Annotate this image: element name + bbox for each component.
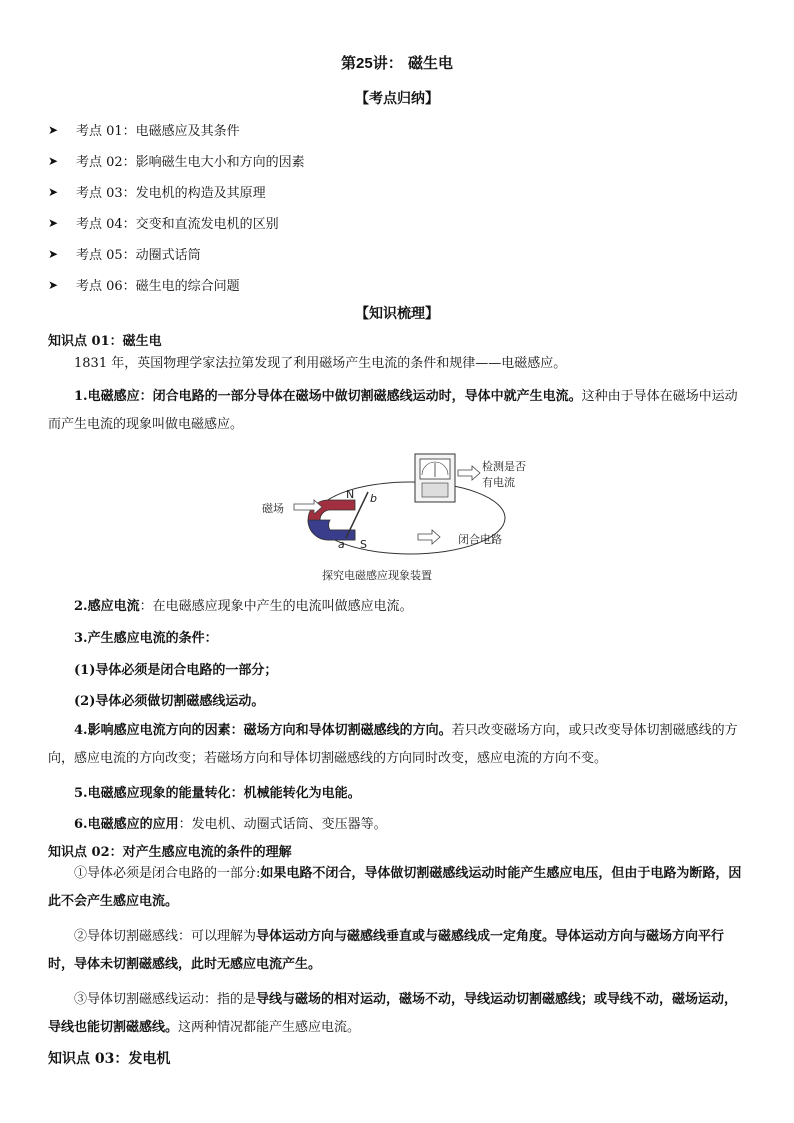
point-a-label: a	[338, 538, 345, 551]
circuit-label: 闭合电路	[458, 533, 502, 546]
conditions-heading: 3.产生感应电流的条件：	[74, 631, 218, 646]
condition-1: (1)导体必须是闭合电路的一部分；	[74, 663, 278, 678]
direction-factors-paragraph: 4.影响感应电流方向的因素：磁场方向和导体切割磁感线的方向。若只改变磁场方向，或只改变导体切割磁感线的方向，感应电流的方向改变；若磁场方向和导体切割磁感线的方向同时改变，感应电流的方向不变。	[48, 723, 738, 766]
energy-conversion-paragraph: 5.电磁感应现象的能量转化：机械能转化为电能。	[74, 786, 361, 801]
meter-label: 检测是否 有电流	[482, 460, 526, 489]
knowledge-point-1-heading: 知识点 01：磁生电	[48, 334, 162, 349]
understanding-3: ③导体切割磁感线运动：指的是导线与磁场的相对运动，磁场不动，导线运动切割磁感线；或导线不动，磁场运动，导线也能切割磁感线。这两种情况都能产生感应电流。	[48, 992, 738, 1035]
condition-2: (2)导体必须做切割磁感线运动。	[74, 694, 265, 709]
arrow-bullet-icon: ➤	[48, 215, 59, 230]
knowledge-point-3-heading: 知识点 03：发电机	[48, 1051, 171, 1067]
list-item: ➤ 考点 02：影响磁生电大小和方向的因素	[48, 153, 305, 170]
arrow-bullet-icon: ➤	[48, 184, 59, 199]
list-item: ➤ 考点 05：动圈式话筒	[48, 246, 201, 263]
south-pole-label: S	[360, 538, 367, 551]
arrow-bullet-icon: ➤	[48, 277, 59, 292]
applications-paragraph: 6.电磁感应的应用：发电机、动圈式话筒、变压器等。	[74, 817, 387, 832]
understanding-2: ②导体切割磁感线：可以理解为导体运动方向与磁感线垂直或与磁感线成一定角度。导体运动方向与磁场方向平行时，导体未切割磁感线，此时无感应电流产生。	[48, 929, 725, 972]
point-b-label: b	[370, 492, 377, 505]
section-heading-summary: 【考点归纳】	[355, 91, 439, 107]
list-item: ➤ 考点 04：交变和直流发电机的区别	[48, 215, 279, 232]
list-item: ➤ 考点 01：电磁感应及其条件	[48, 122, 240, 139]
arrow-bullet-icon: ➤	[48, 246, 59, 261]
north-pole-label: N	[346, 488, 355, 501]
list-item: ➤ 考点 06：磁生电的综合问题	[48, 277, 240, 294]
list-item: ➤ 考点 03：发电机的构造及其原理	[48, 184, 266, 201]
key-points-list	[48, 114, 748, 300]
understanding-1: ①导体必须是闭合电路的一部分:如果电路不闭合，导体做切割磁感线运动时能产生感应电压，但由于电路为断路，因此不会产生感应电流。	[48, 866, 742, 909]
intro-paragraph: 1831 年，英国物理学家法拉第发现了利用磁场产生电流的条件和规律——电磁感应。	[74, 356, 567, 371]
arrow-bullet-icon: ➤	[48, 153, 59, 168]
field-label: 磁场	[262, 502, 284, 515]
arrow-bullet-icon: ➤	[48, 122, 59, 137]
figure-caption: 探究电磁感应现象装置	[322, 569, 432, 582]
induced-current-paragraph: 2.感应电流：在电磁感应现象中产生的电流叫做感应电流。	[74, 599, 413, 614]
induction-apparatus-figure	[250, 448, 540, 588]
knowledge-point-2-heading: 知识点 02：对产生感应电流的条件的理解	[48, 845, 292, 860]
definition-paragraph: 1.电磁感应：闭合电路的一部分导体在磁场中做切割磁感线运动时，导体中就产生电流。这种由于导体在磁场中运动而产生电流的现象叫做电磁感应。	[48, 389, 738, 432]
section-heading-review: 【知识梳理】	[355, 306, 439, 322]
page-title: 第25讲： 磁生电	[341, 54, 453, 72]
